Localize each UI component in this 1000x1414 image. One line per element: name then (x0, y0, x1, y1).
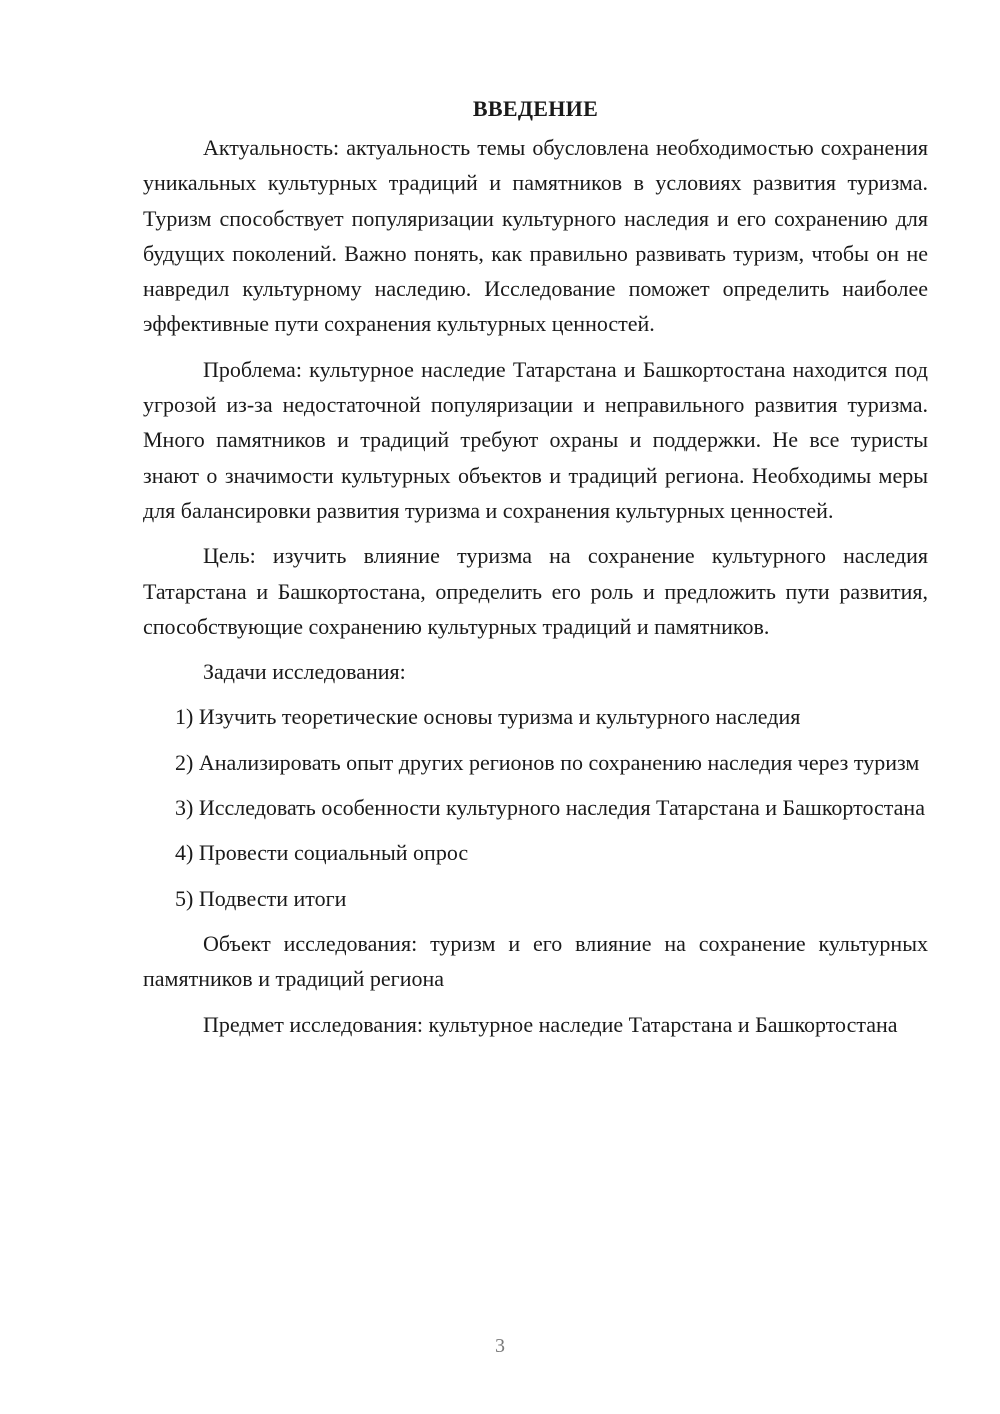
paragraph-subject: Предмет исследования: культурное наследие Татарстана и Башкортостана (203, 1011, 898, 1037)
task-item-2: 2) Анализировать опыт других регионов по сохранению наследия через туризм (175, 749, 920, 775)
tasks-heading: Задачи исследования: (203, 659, 406, 685)
paragraph-object: Объект исследования: туризм и его влияние на сохранение культурных памятников и традиций региона (143, 930, 928, 992)
paragraph-problem: Проблема: культурное наследие Татарстана и Башкортостана находится под угрозой из-за недостаточной популяризации и неправильного развития туризма. Много памятников и традиций требуют охраны и поддержки. Не все туристы знают о значимости культурных объектов и традиций региона. Необходимы меры для балансировки развития туризма и сохранения культурных ценностей. (143, 356, 928, 523)
paragraph-relevance: Актуальность: актуальность темы обусловлена необходимостью сохранения уникальных культурных традиций и памятников в условиях развития туризма. Туризм способствует популяризации культурного наследия и его сохранению для будущих поколений. Важно понять, как правильно развивать туризм, чтобы он не навредил культурному наследию. Исследование поможет определить наиболее эффективные пути сохранения культурных ценностей. (143, 135, 928, 337)
task-item-5: 5) Подвести итоги (175, 885, 347, 911)
document-page (143, 92, 928, 1052)
task-item-3: 3) Исследовать особенности культурного наследия Татарстана и Башкортостана (175, 795, 925, 821)
task-item-4: 4) Провести социальный опрос (175, 840, 469, 866)
paragraph-goal: Цель: изучить влияние туризма на сохранение культурного наследия Татарстана и Башкортостана, определить его роль и предложить пути развития, способствующие сохранению культурных традиций и памятников. (143, 543, 928, 639)
task-item-1: 1) Изучить теоретические основы туризма и культурного наследия (175, 704, 801, 730)
page-number: 3 (495, 1335, 505, 1357)
section-title: ВВЕДЕНИЕ (472, 96, 599, 121)
